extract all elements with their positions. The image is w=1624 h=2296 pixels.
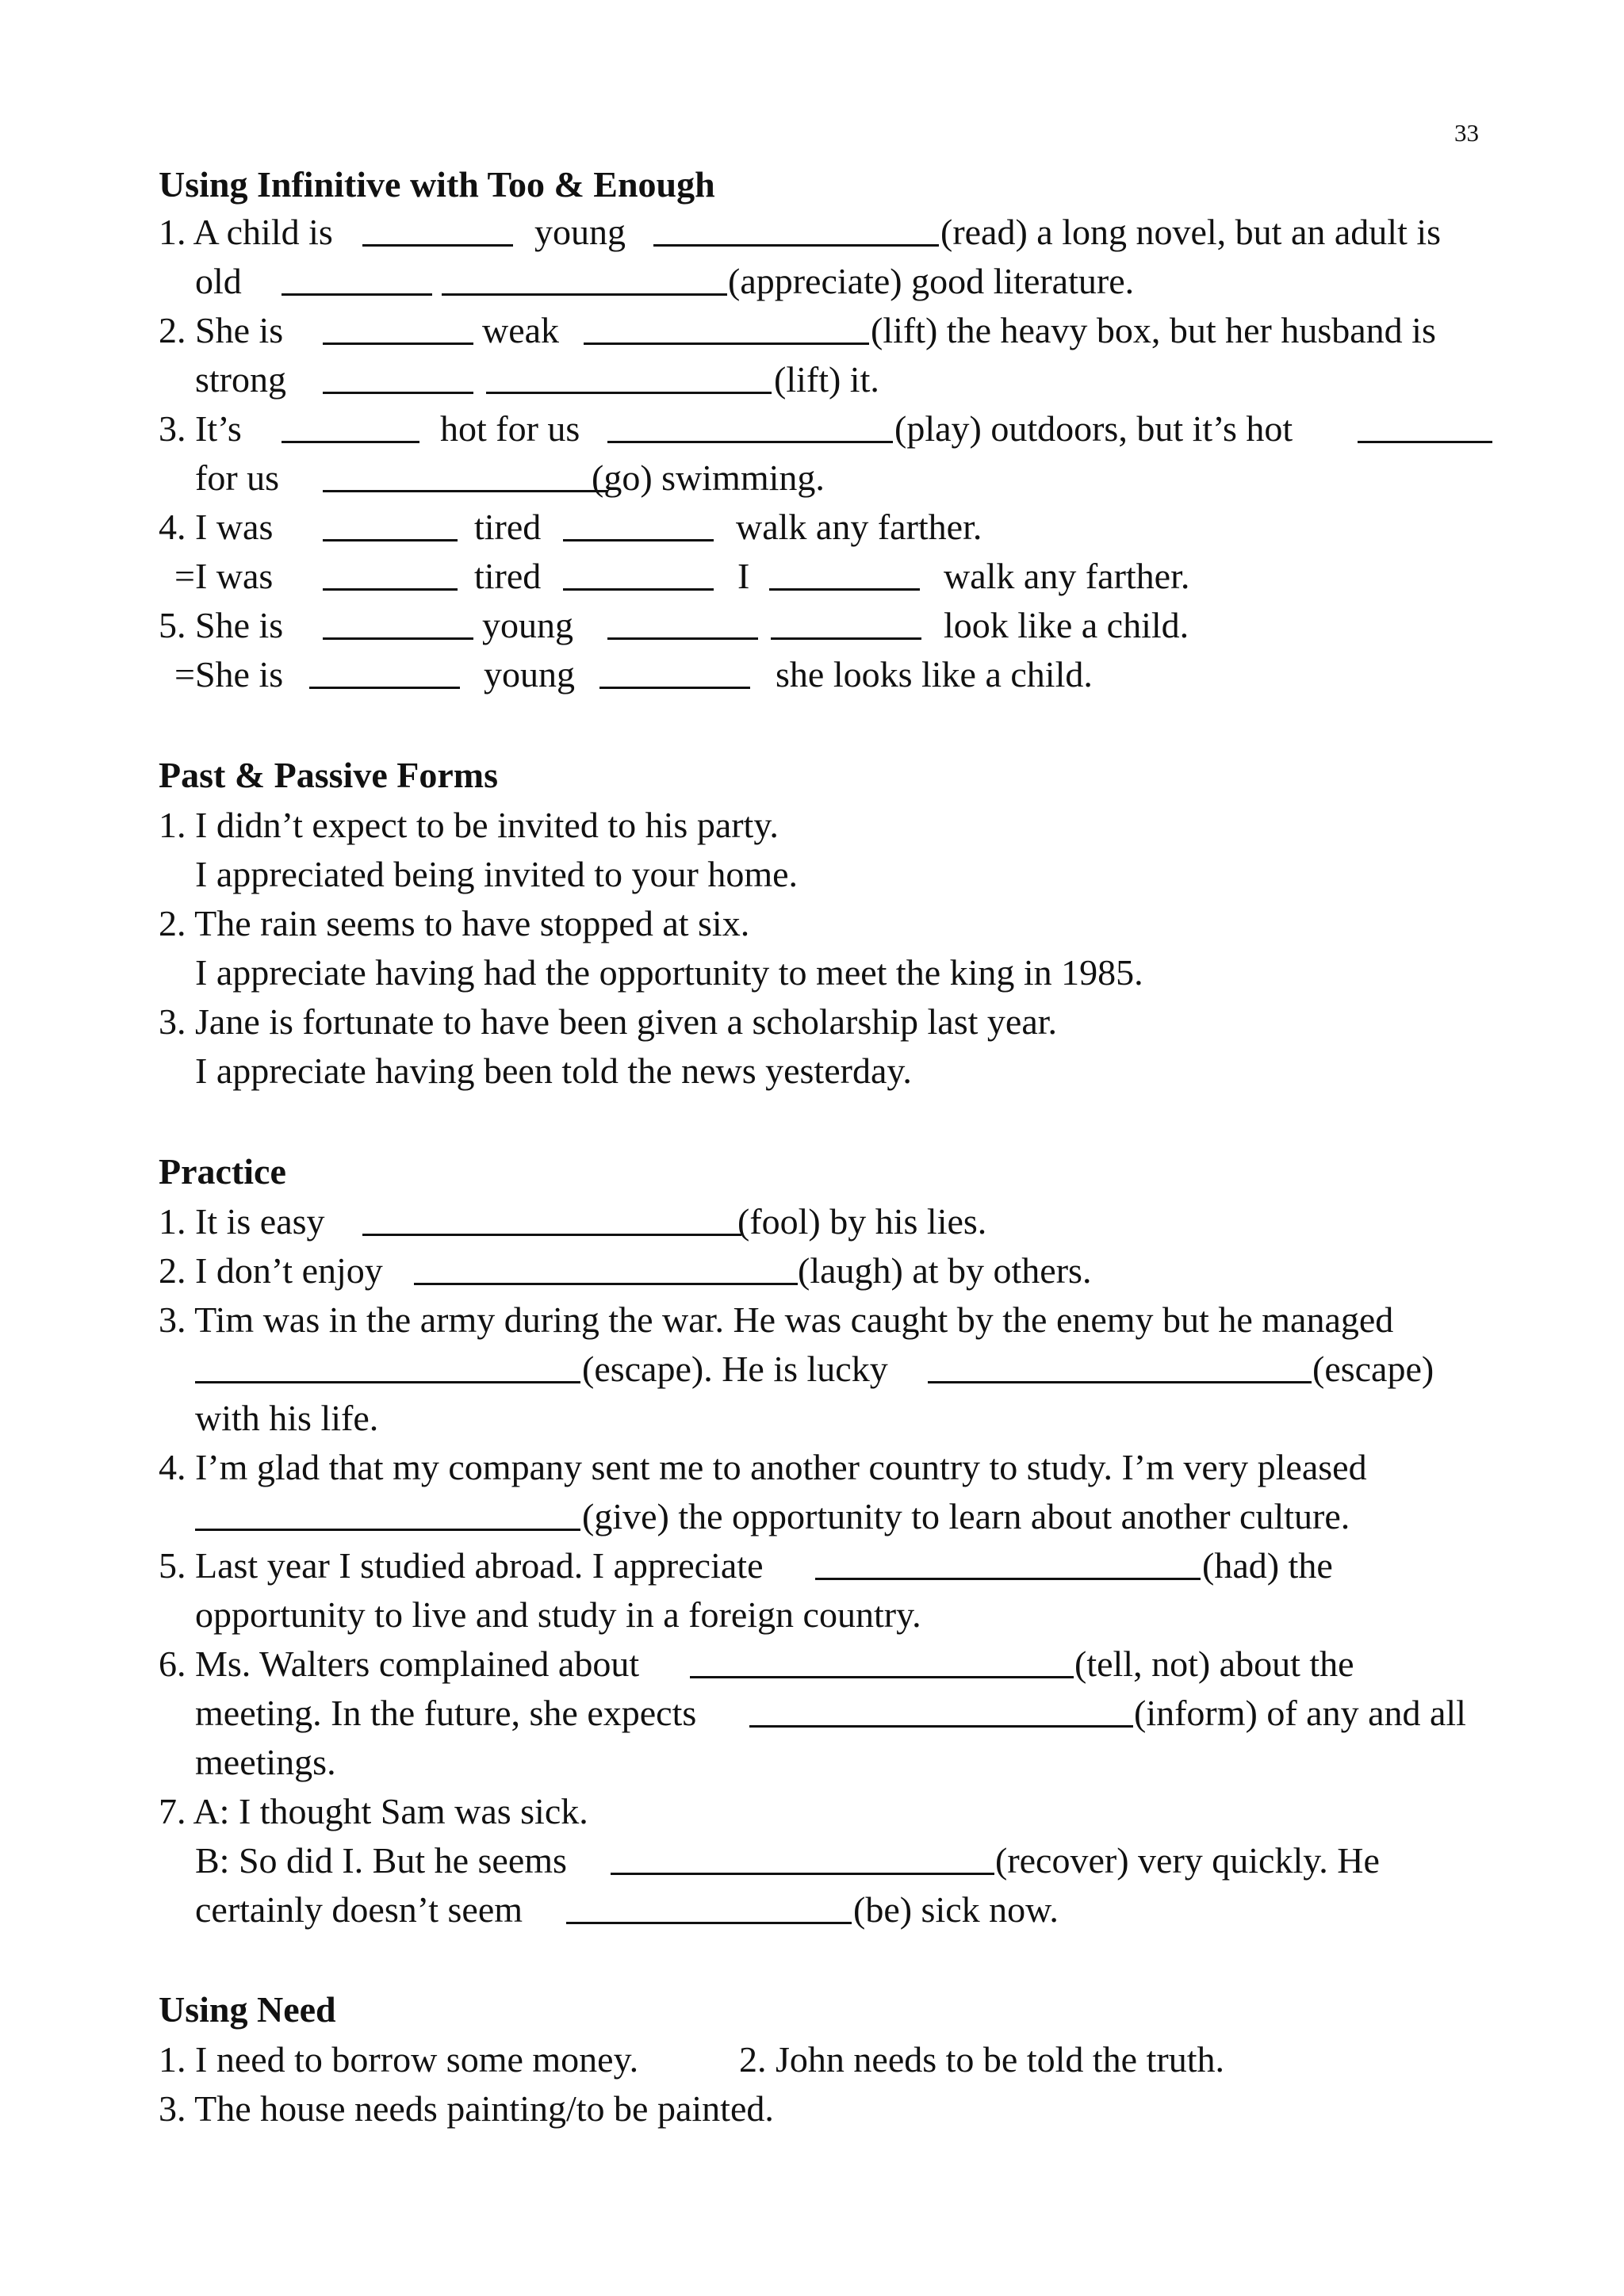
answer-blank[interactable] [323, 539, 458, 541]
text: 1. It is easy [159, 1201, 325, 1242]
answer-blank[interactable] [584, 342, 869, 345]
text: 2. She is [159, 310, 284, 350]
text: 5. Last year I studied abroad. I appreciate [159, 1545, 764, 1586]
text: (fool) by his lies. [737, 1201, 987, 1242]
text: (be) sick now. [853, 1889, 1059, 1930]
answer-blank[interactable] [442, 293, 727, 296]
example-line: I appreciated being invited to your home. [195, 854, 799, 894]
text: (had) the [1202, 1545, 1333, 1586]
text: 1. I need to borrow some money. [159, 2039, 639, 2080]
page-number: 33 [1454, 119, 1479, 147]
practice-5-line-2: opportunity to live and study in a foreign country. [195, 1594, 921, 1635]
text: 4. I was [159, 507, 274, 547]
section-heading-past-passive: Past & Passive Forms [159, 755, 498, 795]
text: B: So did I. But he seems [195, 1840, 567, 1881]
answer-blank[interactable] [309, 687, 460, 689]
practice-4-line-1: 4. I’m glad that my company sent me to another country to study. I’m very pleased [159, 1447, 1367, 1487]
text: (recover) very quickly. He [995, 1840, 1380, 1881]
example-line: I appreciate having had the opportunity to meet the king in 1985. [195, 952, 1143, 993]
answer-blank[interactable] [769, 588, 920, 591]
practice-7-line-1: 7. A: I thought Sam was sick. [159, 1791, 588, 1831]
answer-blank[interactable] [195, 1529, 580, 1531]
text: (inform) of any and all [1134, 1693, 1466, 1733]
text: (escape). He is lucky [582, 1349, 888, 1389]
example-line: 1. I didn’t expect to be invited to his party. [159, 805, 779, 845]
text: young [484, 654, 575, 695]
answer-blank[interactable] [362, 1234, 741, 1236]
text: look like a child. [944, 605, 1189, 645]
answer-blank[interactable] [323, 490, 608, 492]
answer-blank[interactable] [1358, 441, 1492, 443]
text: old [195, 261, 242, 301]
text: young [534, 212, 626, 252]
need-line-2: 3. The house needs painting/to be painted. [159, 2088, 774, 2129]
text: (lift) it. [774, 359, 879, 400]
answer-blank[interactable] [323, 637, 473, 640]
answer-blank[interactable] [928, 1381, 1312, 1383]
answer-blank[interactable] [282, 293, 432, 296]
text: (escape) [1312, 1349, 1434, 1389]
text: tired [474, 507, 542, 547]
text: certainly doesn’t seem [195, 1889, 523, 1930]
text: young [482, 605, 573, 645]
example-line: 3. Jane is fortunate to have been given a scholarship last year. [159, 1001, 1058, 1042]
text: (play) outdoors, but it’s hot [894, 408, 1293, 449]
answer-blank[interactable] [607, 441, 893, 443]
text: 2. I don’t enjoy [159, 1250, 383, 1291]
text: (give) the opportunity to learn about another culture. [582, 1496, 1350, 1536]
text: meeting. In the future, she expects [195, 1693, 697, 1733]
text: (read) a long novel, but an adult is [940, 212, 1442, 252]
section-heading-too-enough: Using Infinitive with Too & Enough [159, 164, 715, 205]
text: =I was [174, 556, 274, 596]
text: tired [474, 556, 542, 596]
answer-blank[interactable] [486, 392, 772, 394]
text: 6. Ms. Walters complained about [159, 1644, 640, 1684]
text: =She is [174, 654, 284, 695]
text: 1. A child is [159, 212, 333, 252]
practice-6-line-3: meetings. [195, 1742, 336, 1782]
answer-blank[interactable] [323, 392, 473, 394]
text: hot for us [440, 408, 580, 449]
text: (tell, not) about the [1074, 1644, 1354, 1684]
text: (go) swimming. [592, 457, 825, 498]
answer-blank[interactable] [563, 588, 714, 591]
section-heading-using-need: Using Need [159, 1989, 336, 2030]
answer-blank[interactable] [414, 1283, 798, 1285]
answer-blank[interactable] [771, 637, 921, 640]
answer-blank[interactable] [563, 539, 714, 541]
text: for us [195, 457, 280, 498]
text: (laugh) at by others. [798, 1250, 1092, 1291]
text: 5. She is [159, 605, 284, 645]
answer-blank[interactable] [749, 1725, 1133, 1728]
answer-blank[interactable] [362, 244, 513, 247]
text: walk any farther. [736, 507, 982, 547]
answer-blank[interactable] [607, 637, 758, 640]
answer-blank[interactable] [282, 441, 419, 443]
example-line: 2. The rain seems to have stopped at six. [159, 903, 750, 943]
answer-blank[interactable] [815, 1578, 1201, 1580]
answer-blank[interactable] [653, 244, 939, 247]
answer-blank[interactable] [690, 1676, 1074, 1678]
text: she looks like a child. [776, 654, 1093, 695]
text: weak [482, 310, 560, 350]
text: (appreciate) good literature. [728, 261, 1135, 301]
answer-blank[interactable] [195, 1381, 580, 1383]
text: strong [195, 359, 286, 400]
answer-blank[interactable] [611, 1873, 994, 1875]
section-heading-practice: Practice [159, 1151, 286, 1192]
example-line: I appreciate having been told the news yesterday. [195, 1050, 912, 1091]
text: 2. John needs to be told the truth. [739, 2039, 1224, 2080]
text: (lift) the heavy box, but her husband is [871, 310, 1436, 350]
answer-blank[interactable] [566, 1922, 852, 1924]
answer-blank[interactable] [323, 588, 458, 591]
practice-3-line-3: with his life. [195, 1398, 379, 1438]
practice-3-line-1: 3. Tim was in the army during the war. He was caught by the enemy but he managed [159, 1299, 1394, 1340]
text: I [737, 556, 750, 596]
text: walk any farther. [944, 556, 1190, 596]
answer-blank[interactable] [323, 342, 473, 345]
answer-blank[interactable] [599, 687, 750, 689]
text: 3. It’s [159, 408, 242, 449]
